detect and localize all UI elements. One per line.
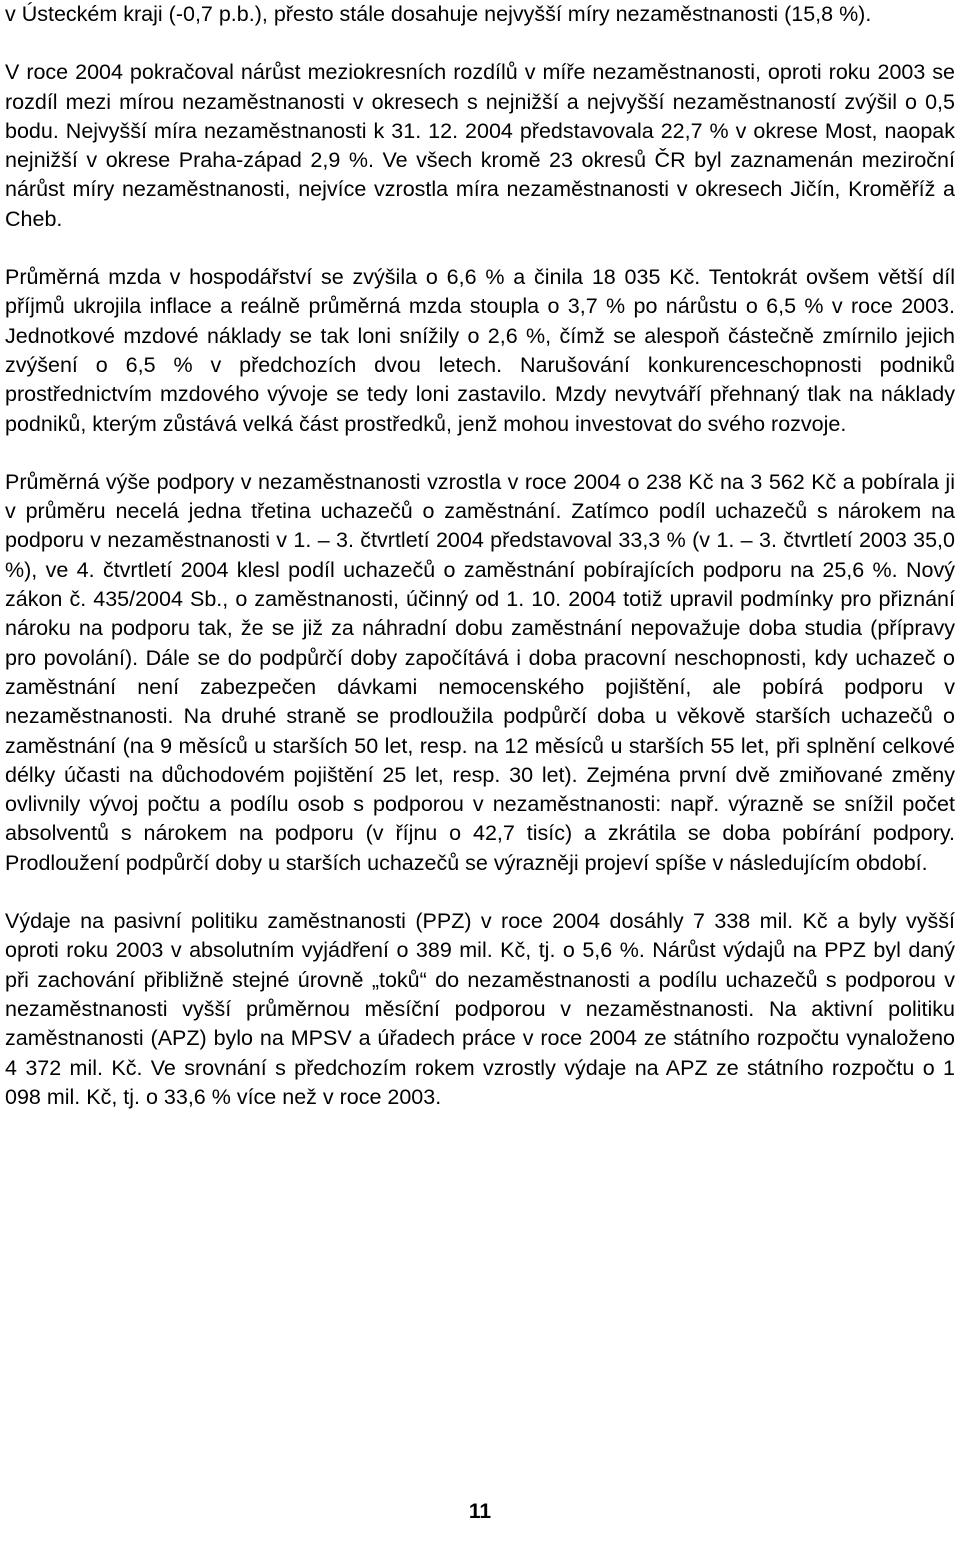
document-page bbox=[5, 0, 955, 1112]
paragraph-prumerna-mzda: Průměrná mzda v hospodářství se zvýšila o 6,6 % a činila 18 035 Kč. Tentokrát ovšem větší díl příjmů ukrojila inflace a reálně průměrná mzda stoupla o 3,7 % po nárůstu o 6,5 % v roce 2003. Jednotkové mzdové náklady se tak loni snížily o 2,6 %, čímž se alespoň částečně zmírnilo jejich zvýšení o 6,5 % v předchozích dvou letech. Narušování konkurenceschopnosti podniků prostřednictvím mzdového vývoje se tedy loni zastavilo. Mzdy nevytváří přehnaný tlak na náklady podniků, kterým zůstává velká část prostředků, jenž mohou investovat do svého rozvoje. bbox=[5, 265, 955, 436]
paragraph-meziokresni-rozdily: V roce 2004 pokračoval nárůst meziokresních rozdílů v míře nezaměstnanosti, oproti roku 2003 se rozdíl mezi mírou nezaměstnanosti v okresech s nejnižší a nejvyšší nezaměstnaností zvýšil o 0,5 bodu. Nejvyšší míra nezaměstnanosti k 31. 12. 2004 představovala 22,7 % v okrese Most, naopak nejnižší v okrese Praha-západ 2,9 %. Ve všech kromě 23 okresů ČR byl zaznamenán meziroční nárůst míry nezaměstnanosti, nejvíce vzrostla míra nezaměstnanosti v okresech Jičín, Kroměříž a Cheb. bbox=[5, 60, 955, 231]
paragraph-vydaje-ppz-apz: Výdaje na pasivní politiku zaměstnanosti (PPZ) v roce 2004 dosáhly 7 338 mil. Kč a byly vyšší oproti roku 2003 v absolutním vyjádření o 389 mil. Kč, tj. o 5,6 %. Nárůst výdajů na PPZ byl daný při zachování přibližně stejné úrovně „toků“ do nezaměstnanosti a podílu uchazečů s podporou v nezaměstnanosti vyšší průměrnou měsíční podporou v nezaměstnanosti. Na aktivní politiku zaměstnanosti (APZ) bylo na MPSV a úřadech práce v roce 2004 ze státního rozpočtu vynaloženo 4 372 mil. Kč. Ve srovnání s předchozím rokem vzrostly výdaje na APZ ze státního rozpočtu o 1 098 mil. Kč, tj. o 33,6 % více než v roce 2003. bbox=[5, 909, 955, 1109]
paragraph-ustecky-kraj: v Ústeckém kraji (-0,7 p.b.), přesto stále dosahuje nejvyšší míry nezaměstnanosti (15,8 %). bbox=[5, 2, 872, 26]
page-number: 11 bbox=[468, 1500, 492, 1523]
paragraph-podpora-v-nezamestnanosti: Průměrná výše podpory v nezaměstnanosti vzrostla v roce 2004 o 238 Kč na 3 562 Kč a pobírala ji v průměru necelá jedna třetina uchazečů o zaměstnání. Zatímco podíl uchazečů s nárokem na podporu v nezaměstnanosti v 1. – 3. čtvrtletí 2004 představoval 33,3 % (v 1. – 3. čtvrtletí 2003 35,0 %), ve 4. čtvrtletí 2004 klesl podíl uchazečů o zaměstnání pobírajících podporu na 25,6 %. Nový zákon č. 435/2004 Sb., o zaměstnanosti, účinný od 1. 10. 2004 totiž upravil podmínky pro přiznání nároku na podporu tak, že se již za náhradní dobu zaměstnání nepovažuje doba studia (přípravy pro povolání). Dále se do podpůrčí doby započítává i doba pracovní neschopnosti, kdy uchazeč o zaměstnání není zabezpečen dávkami nemocenského pojištění, ale pobírá podporu v nezaměstnanosti. Na druhé straně se prodloužila podpůrčí doba u věkově starších uchazečů o zaměstnání (na 9 měsíců u starších 50 let, resp. na 12 měsíců u starších 55 let, při splnění celkové délky účasti na důchodovém pojištění 25 let, resp. 30 let). Zejména první dvě zmiňované změny ovlivnily vývoj počtu a podílu osob s podporou v nezaměstnanosti: např. výrazně se snížil počet absolventů s nárokem na podporu (v říjnu o 42,7 tisíc) a zkrátila se doba pobírání podpory. Prodloužení podpůrčí doby u starších uchazečů se výrazněji projeví spíše v následujícím období. bbox=[5, 469, 955, 875]
